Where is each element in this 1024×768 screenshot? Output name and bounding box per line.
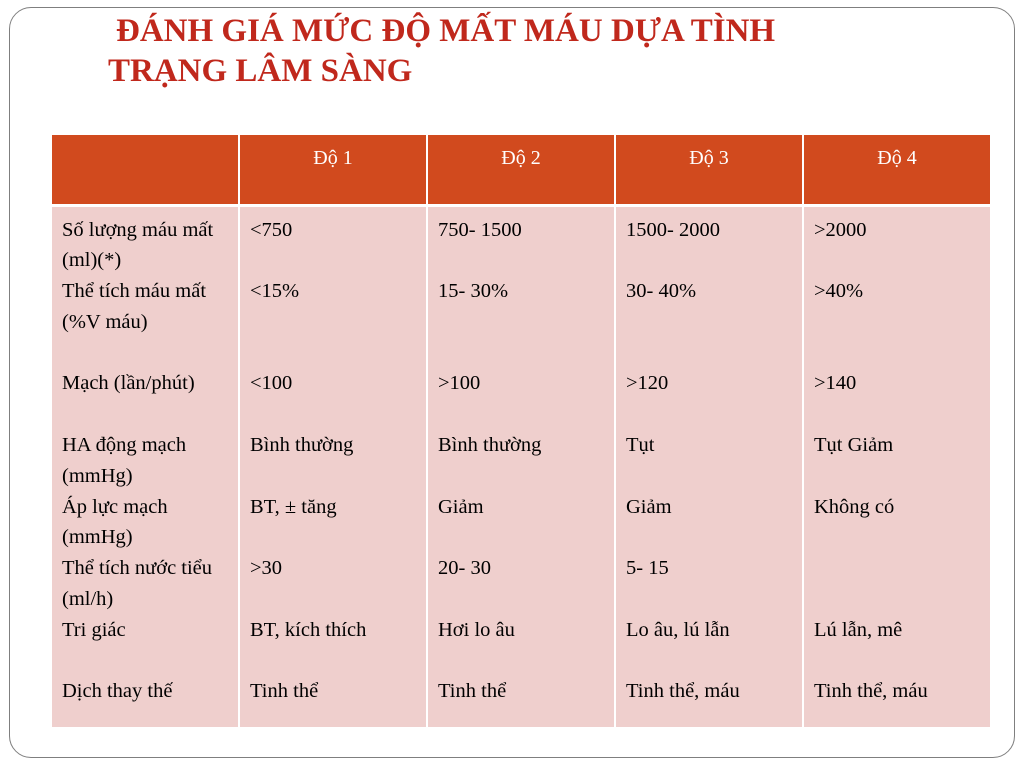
grade-1-consciousness: BT, kích thích <box>250 618 367 641</box>
grade-4-pulse: >140 <box>814 372 857 395</box>
slide-title-line-1: ĐÁNH GIÁ MỨC ĐỘ MẤT MÁU DỰA TÌNH <box>116 13 776 49</box>
table-header-row <box>52 135 990 205</box>
grade-3-arterial-pressure: Tụt <box>626 434 655 457</box>
criterion-blood-volume-ml: Số lượng máu mất (ml)(*) <box>62 218 214 272</box>
grade-2-arterial-pressure: Bình thường <box>438 434 542 457</box>
grade-3-urine-output: 5- 15 <box>626 557 669 580</box>
grade-1-urine-output: >30 <box>250 557 283 580</box>
table-row <box>52 205 990 727</box>
criteria-column <box>52 205 239 727</box>
grade-3-pulse-pressure: Giảm <box>626 495 672 518</box>
grade-4-pulse-pressure: Không có <box>814 495 895 518</box>
grade-1-column <box>239 205 427 727</box>
grade-4-consciousness: Lú lẫn, mê <box>814 618 903 641</box>
grade-1-arterial-pressure: Bình thường <box>250 434 354 457</box>
criterion-blood-volume-percent: Thể tích máu mất (%V máu) <box>62 280 207 333</box>
grade-4-arterial-pressure: Tụt Giảm <box>814 434 894 457</box>
grade-4-blood-volume-percent: >40% <box>814 280 864 303</box>
criterion-pulse: Mạch (lần/phút) <box>62 372 195 395</box>
criterion-arterial-pressure: HA động mạch (mmHg) <box>62 434 187 487</box>
grade-3-consciousness: Lo âu, lú lẫn <box>626 618 730 641</box>
grade-2-blood-volume-percent: 15- 30% <box>438 280 509 303</box>
grade-1-pulse-pressure: BT, ± tăng <box>250 495 337 518</box>
grade-2-blood-volume-ml: 750- 1500 <box>438 218 522 241</box>
header-cell-grade-1: Độ 1 <box>239 135 427 205</box>
grade-2-column <box>427 205 615 727</box>
criterion-pulse-pressure: Áp lực mạch (mmHg) <box>62 495 168 549</box>
grade-4-blood-volume-ml: >2000 <box>814 218 867 241</box>
criterion-urine-output: Thể tích nước tiểu (ml/h) <box>62 557 213 611</box>
grade-4-column <box>803 205 990 727</box>
grade-1-pulse: <100 <box>250 372 293 395</box>
criterion-consciousness: Tri giác <box>62 618 126 641</box>
header-cell-grade-3: Độ 3 <box>615 135 803 205</box>
criterion-replacement-fluid: Dịch thay thế <box>62 680 173 703</box>
grade-4-replacement-fluid: Tinh thể, máu <box>814 680 928 703</box>
grade-2-pulse: >100 <box>438 372 481 395</box>
grade-3-column <box>615 205 803 727</box>
slide-title-line-2: TRẠNG LÂM SÀNG <box>108 53 413 89</box>
grade-3-blood-volume-ml: 1500- 2000 <box>626 218 720 241</box>
grade-4-urine-output <box>814 553 985 615</box>
grade-2-consciousness: Hơi lo âu <box>438 618 515 641</box>
slide-title <box>108 11 988 91</box>
grade-1-replacement-fluid: Tinh thể <box>250 680 319 703</box>
grade-3-blood-volume-percent: 30- 40% <box>626 280 697 303</box>
blood-loss-table <box>52 135 990 727</box>
grade-2-replacement-fluid: Tinh thể <box>438 680 507 703</box>
grade-3-replacement-fluid: Tinh thể, máu <box>626 680 740 703</box>
grade-3-pulse: >120 <box>626 372 669 395</box>
grade-2-urine-output: 20- 30 <box>438 557 491 580</box>
header-cell-grade-2: Độ 2 <box>427 135 615 205</box>
header-cell-grade-4: Độ 4 <box>803 135 990 205</box>
header-cell-blank <box>52 135 239 205</box>
grade-1-blood-volume-percent: <15% <box>250 280 300 303</box>
grade-1-blood-volume-ml: <750 <box>250 218 293 241</box>
grade-2-pulse-pressure: Giảm <box>438 495 484 518</box>
